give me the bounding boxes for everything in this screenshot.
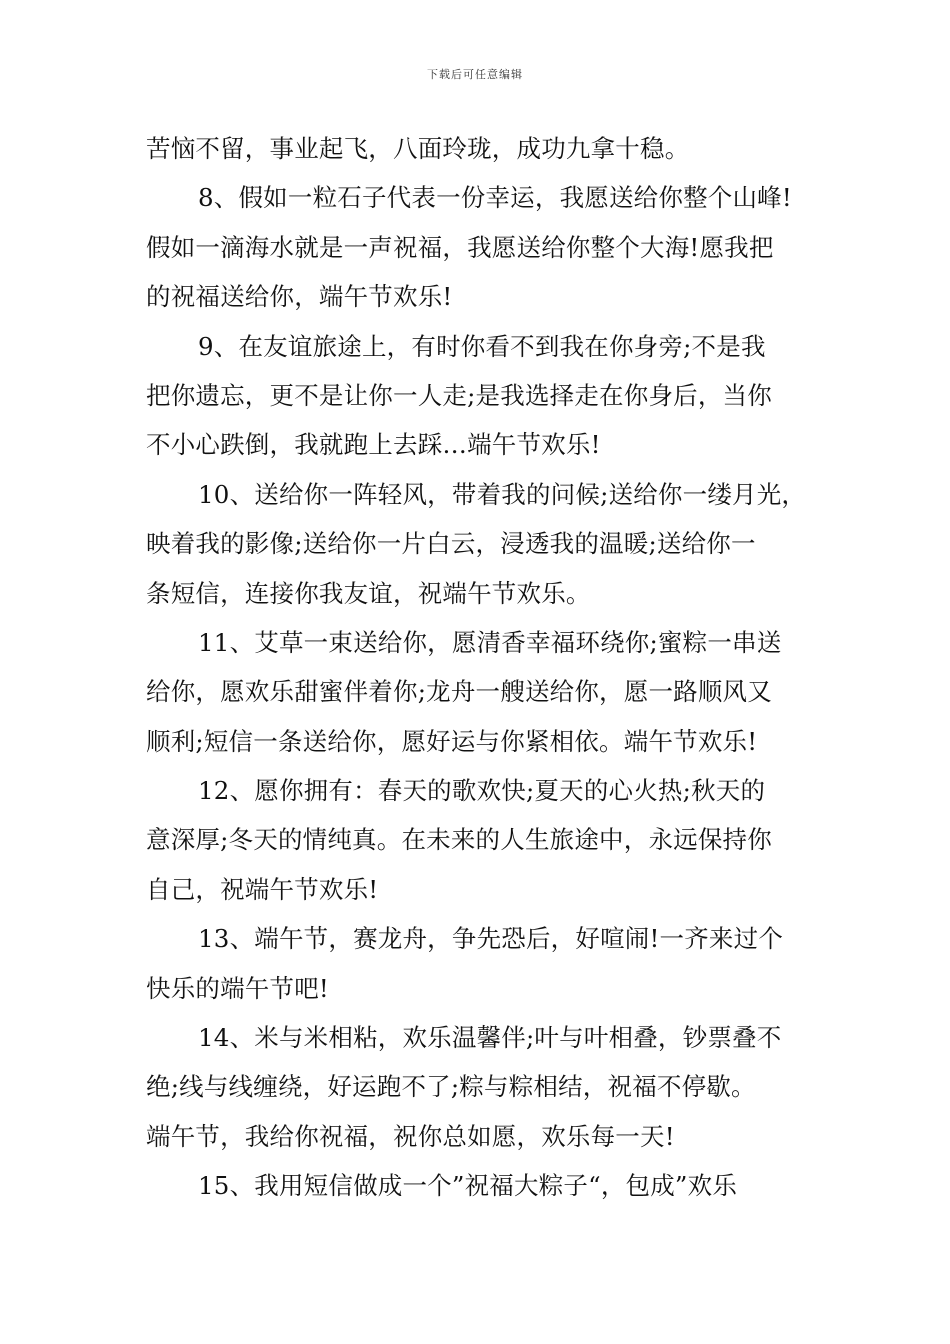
- document-body: [146, 124, 826, 1211]
- text-line: 8、假如一粒石子代表一份幸运，我愿送给你整个山峰!: [198, 183, 792, 213]
- text-line: 假如一滴海水就是一声祝福，我愿送给你整个大海!愿我把: [146, 232, 774, 262]
- text-line: 顺利;短信一条送给你，愿好运与你紧相依。端午节欢乐!: [146, 726, 758, 756]
- text-line: 12、愿你拥有：春天的歌欢快;夏天的心火热;秋天的: [198, 776, 766, 806]
- text-line: 映着我的影像;送给你一片白云，浸透我的温暖;送给你一: [146, 529, 756, 559]
- header-note: 下载后可任意编辑: [427, 68, 523, 81]
- text-line: 端午节，我给你祝福，祝你总如愿，欢乐每一天!: [146, 1121, 675, 1151]
- text-line: 快乐的端午节吧!: [146, 973, 329, 1003]
- text-line: 15、我用短信做成一个”祝福大粽子“，包成”欢乐: [198, 1171, 738, 1201]
- text-line: 10、送给你一阵轻风，带着我的问候;送给你一缕月光，: [198, 479, 807, 509]
- text-line: 的祝福送给你，端午节欢乐!: [146, 282, 453, 312]
- text-line: 意深厚;冬天的情纯真。在未来的人生旅途中，永远保持你: [146, 825, 772, 855]
- text-line: 自己，祝端午节欢乐!: [146, 874, 379, 904]
- text-line: 苦恼不留，事业起飞，八面玲珑，成功九拿十稳。: [146, 134, 690, 163]
- text-line: 11、艾草一束送给你，愿清香幸福环绕你;蜜粽一串送: [198, 627, 782, 657]
- text-line: 不小心跌倒，我就跑上去踩…端午节欢乐!: [146, 430, 601, 460]
- text-line: 13、端午节，赛龙舟，争先恐后，好喧闹!一齐来过个: [198, 924, 784, 954]
- text-line: 9、在友谊旅途上，有时你看不到我在你身旁;不是我: [198, 331, 766, 361]
- text-line: 把你遗忘，更不是让你一人走;是我选择走在你身后，当你: [146, 380, 772, 410]
- text-line: 绝;线与线缠绕，好运跑不了;粽与粽相结，祝福不停歇。: [146, 1072, 756, 1102]
- text-line: 条短信，连接你我友谊，祝端午节欢乐。: [146, 578, 591, 608]
- text-line: 14、米与米相粘，欢乐温馨伴;叶与叶相叠，钞票叠不: [198, 1023, 782, 1053]
- text-line: 给你，愿欢乐甜蜜伴着你;龙舟一艘送给你，愿一路顺风又: [146, 677, 772, 707]
